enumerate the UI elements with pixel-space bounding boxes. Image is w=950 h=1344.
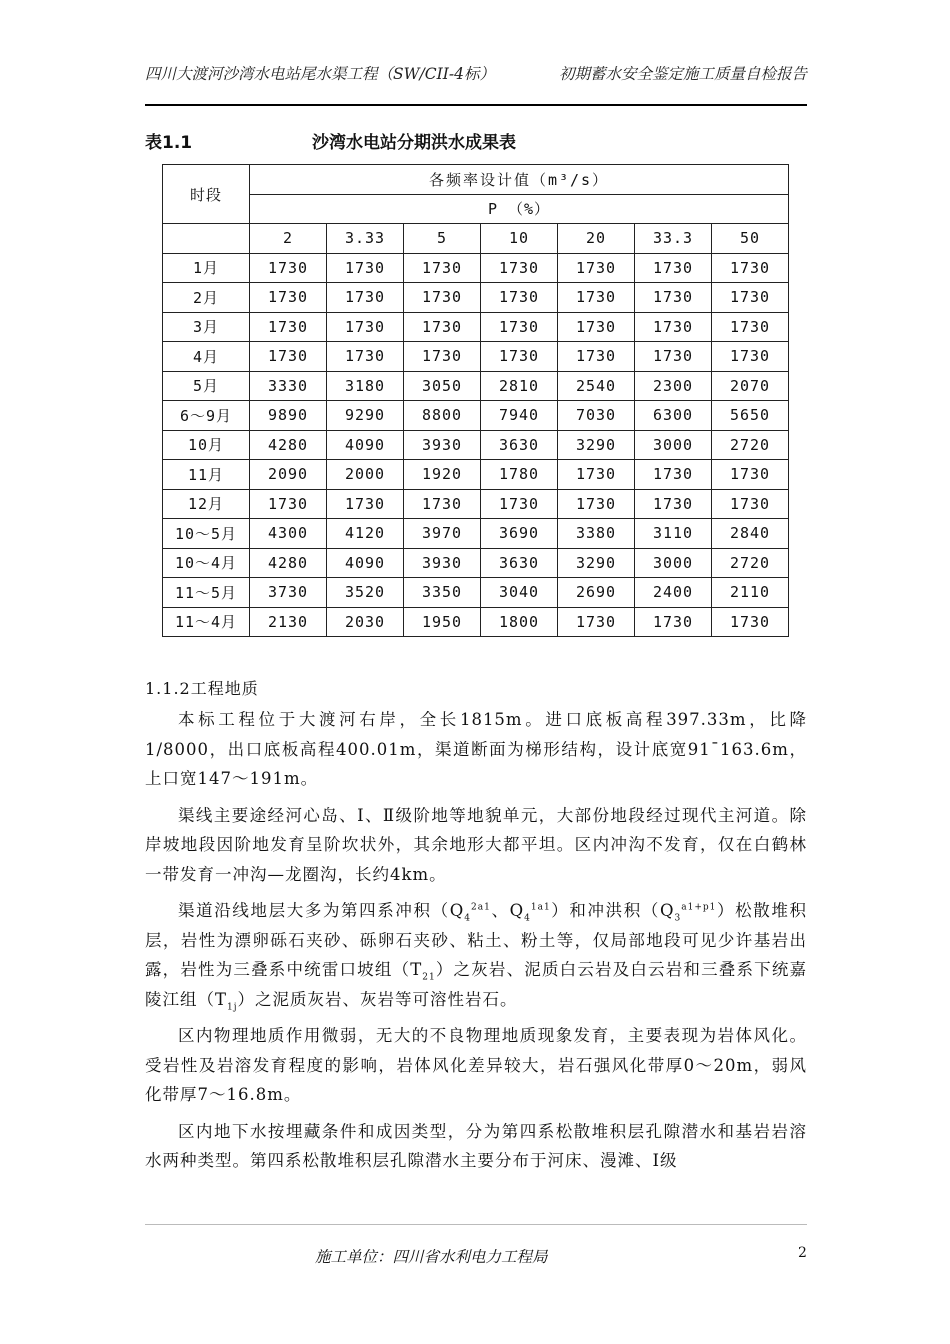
value-cell: 1730 (404, 283, 481, 313)
value-cell: 1730 (250, 342, 327, 372)
paragraph: 区内物理地质作用微弱，无大的不良物理地质现象发育，主要表现为岩体风化。受岩性及岩溶发育程度的影响，岩体风化差异较大，岩石强风化带厚0～20m，弱风化带厚7～16.8m。 (145, 1026, 807, 1104)
frequency-cell: 20 (558, 224, 635, 254)
value-cell: 3520 (327, 578, 404, 608)
value-cell: 1730 (558, 283, 635, 313)
value-cell: 8800 (404, 401, 481, 431)
value-cell: 3000 (635, 548, 712, 578)
paragraph: 本标工程位于大渡河右岸，全长1815m。进口底板高程397.33m，比降1/8000，出口底板高程400.01m，渠道断面为梯形结构，设计底宽91¯163.6m，上口宽147～191m。 (145, 710, 807, 788)
page-header (145, 62, 807, 84)
table-row (163, 401, 789, 431)
value-cell: 7030 (558, 401, 635, 431)
table-header-row (163, 165, 789, 195)
page-number: 2 (798, 1245, 807, 1261)
body-text (145, 705, 807, 1183)
value-cell: 7940 (481, 401, 558, 431)
footer-divider (145, 1224, 807, 1225)
period-cell: 10～4月 (163, 548, 250, 578)
value-cell: 1730 (712, 489, 789, 519)
frequency-cell: 10 (481, 224, 558, 254)
period-cell: 3月 (163, 312, 250, 342)
flood-table (162, 164, 789, 637)
value-cell: 9290 (327, 401, 404, 431)
paragraph: 区内地下水按埋藏条件和成因类型，分为第四系松散堆积层孔隙潜水和基岩岩溶水两种类型。第四系松散堆积层孔隙潜水主要分布于河床、漫滩、Ⅰ级 (145, 1121, 807, 1170)
value-cell: 3350 (404, 578, 481, 608)
table-row (163, 489, 789, 519)
value-cell: 1730 (558, 312, 635, 342)
value-cell: 1730 (481, 312, 558, 342)
value-cell: 3290 (558, 430, 635, 460)
value-cell: 1730 (558, 489, 635, 519)
value-cell: 3730 (250, 578, 327, 608)
frequency-cell: 3.33 (327, 224, 404, 254)
period-cell: 11～5月 (163, 578, 250, 608)
value-cell: 2720 (712, 548, 789, 578)
value-cell: 1730 (404, 489, 481, 519)
value-cell: 1730 (481, 342, 558, 372)
header-project-title: 四川大渡河沙湾水电站尾水渠工程（SW/CII-4标） (145, 65, 495, 83)
value-cell: 4090 (327, 548, 404, 578)
value-cell: 2070 (712, 371, 789, 401)
value-cell: 1730 (635, 607, 712, 637)
frequency-cell: 33.3 (635, 224, 712, 254)
value-cell: 2130 (250, 607, 327, 637)
period-cell: 1月 (163, 253, 250, 283)
header-divider (145, 104, 807, 106)
table-caption (145, 128, 807, 152)
value-cell: 1730 (481, 489, 558, 519)
footer-construction-unit: 施工单位：四川省水利电力工程局 (315, 1248, 548, 1266)
value-cell: 1730 (635, 253, 712, 283)
value-cell: 2810 (481, 371, 558, 401)
value-cell: 1730 (404, 253, 481, 283)
section-title: 1.1.2工程地质 (145, 679, 259, 698)
value-cell: 2090 (250, 460, 327, 490)
value-cell: 2540 (558, 371, 635, 401)
period-cell: 5月 (163, 371, 250, 401)
value-cell: 4090 (327, 430, 404, 460)
header-report-title: 初期蓄水安全鉴定施工质量自检报告 (558, 65, 807, 83)
table-header-row (163, 194, 789, 224)
value-cell: 4120 (327, 519, 404, 549)
value-cell: 3050 (404, 371, 481, 401)
value-cell: 4300 (250, 519, 327, 549)
table-row (163, 430, 789, 460)
value-cell: 2300 (635, 371, 712, 401)
value-cell: 1730 (327, 253, 404, 283)
value-cell: 2000 (327, 460, 404, 490)
frequency-cell: 2 (250, 224, 327, 254)
period-header: 时段 (163, 165, 250, 224)
value-cell: 1730 (712, 460, 789, 490)
value-cell: 5650 (712, 401, 789, 431)
value-cell: 1730 (712, 312, 789, 342)
table-row (163, 253, 789, 283)
value-cell: 1730 (635, 342, 712, 372)
value-cell: 1730 (327, 283, 404, 313)
table-row (163, 578, 789, 608)
value-cell: 6300 (635, 401, 712, 431)
frequency-cell: 5 (404, 224, 481, 254)
value-cell: 1920 (404, 460, 481, 490)
period-cell: 11月 (163, 460, 250, 490)
value-cell: 1730 (250, 312, 327, 342)
frequency-cell: 50 (712, 224, 789, 254)
value-cell: 3970 (404, 519, 481, 549)
value-cell: 1950 (404, 607, 481, 637)
paragraph: 渠线主要途经河心岛、Ⅰ、Ⅱ级阶地等地貌单元，大部份地段经过现代主河道。除岸坡地段因阶地发育呈阶坎状外，其余地形大都平坦。区内冲沟不发育，仅在白鹤林一带发育一冲沟—龙圈沟，长约4km。 (145, 805, 807, 884)
design-value-header: 各频率设计值（m³/s） (250, 165, 789, 195)
value-cell: 3000 (635, 430, 712, 460)
value-cell: 1730 (481, 253, 558, 283)
value-cell: 3180 (327, 371, 404, 401)
frequency-row (163, 224, 789, 254)
value-cell: 1730 (558, 607, 635, 637)
value-cell: 2110 (712, 578, 789, 608)
value-cell: 4280 (250, 548, 327, 578)
table-row (163, 371, 789, 401)
value-cell: 9890 (250, 401, 327, 431)
value-cell: 1730 (558, 342, 635, 372)
value-cell: 3630 (481, 430, 558, 460)
value-cell: 3330 (250, 371, 327, 401)
table-number: 表1.1 (145, 133, 193, 153)
value-cell: 1730 (635, 489, 712, 519)
value-cell: 1730 (712, 342, 789, 372)
table-title: 沙湾水电站分期洪水成果表 (312, 133, 516, 153)
value-cell: 2400 (635, 578, 712, 608)
frequency-p-header: P （%） (250, 194, 789, 224)
table-row (163, 283, 789, 313)
period-cell: 12月 (163, 489, 250, 519)
value-cell: 3690 (481, 519, 558, 549)
value-cell: 3380 (558, 519, 635, 549)
value-cell: 1730 (250, 283, 327, 313)
value-cell: 1730 (635, 283, 712, 313)
value-cell: 2720 (712, 430, 789, 460)
value-cell: 3040 (481, 578, 558, 608)
value-cell: 1730 (250, 253, 327, 283)
value-cell: 1730 (404, 342, 481, 372)
value-cell: 3110 (635, 519, 712, 549)
value-cell: 1730 (635, 312, 712, 342)
value-cell: 1730 (327, 342, 404, 372)
table-row (163, 342, 789, 372)
period-cell: 10～5月 (163, 519, 250, 549)
value-cell: 3290 (558, 548, 635, 578)
value-cell: 3930 (404, 430, 481, 460)
period-cell: 11～4月 (163, 607, 250, 637)
table-row (163, 312, 789, 342)
value-cell: 4280 (250, 430, 327, 460)
value-cell: 2690 (558, 578, 635, 608)
paragraph: 渠道沿线地层大多为第四系冲积（$Q_4^{2a1}$、$Q_4^{1a1}$）和冲洪积$(Q_3^{a1+p1})$松散堆积层，岩性为漂卵砾石夹砂、砾卵石夹砂、粘土、粉土等，仅局部地段可见少许基岩出露，岩性为三叠系中统雷口坡组$(T_{21})$之灰岩、泥质白云岩及白云岩和三叠系下统嘉陵江组$(T_{1j})$之泥质灰岩、灰岩等可溶性岩石。 (145, 901, 807, 1012)
value-cell: 2030 (327, 607, 404, 637)
period-cell: 2月 (163, 283, 250, 313)
value-cell: 1730 (635, 460, 712, 490)
period-cell: 4月 (163, 342, 250, 372)
value-cell: 1730 (712, 253, 789, 283)
table-row (163, 519, 789, 549)
period-cell: 10月 (163, 430, 250, 460)
value-cell: 1800 (481, 607, 558, 637)
value-cell: 1780 (481, 460, 558, 490)
value-cell: 1730 (404, 312, 481, 342)
value-cell: 1730 (327, 489, 404, 519)
empty-cell (163, 224, 250, 254)
period-cell: 6～9月 (163, 401, 250, 431)
value-cell: 1730 (712, 607, 789, 637)
value-cell: 3630 (481, 548, 558, 578)
value-cell: 1730 (481, 283, 558, 313)
table-row (163, 548, 789, 578)
table-row (163, 607, 789, 637)
value-cell: 3930 (404, 548, 481, 578)
value-cell: 1730 (327, 312, 404, 342)
table-row (163, 460, 789, 490)
value-cell: 1730 (558, 460, 635, 490)
value-cell: 1730 (712, 283, 789, 313)
value-cell: 1730 (250, 489, 327, 519)
value-cell: 2840 (712, 519, 789, 549)
value-cell: 1730 (558, 253, 635, 283)
